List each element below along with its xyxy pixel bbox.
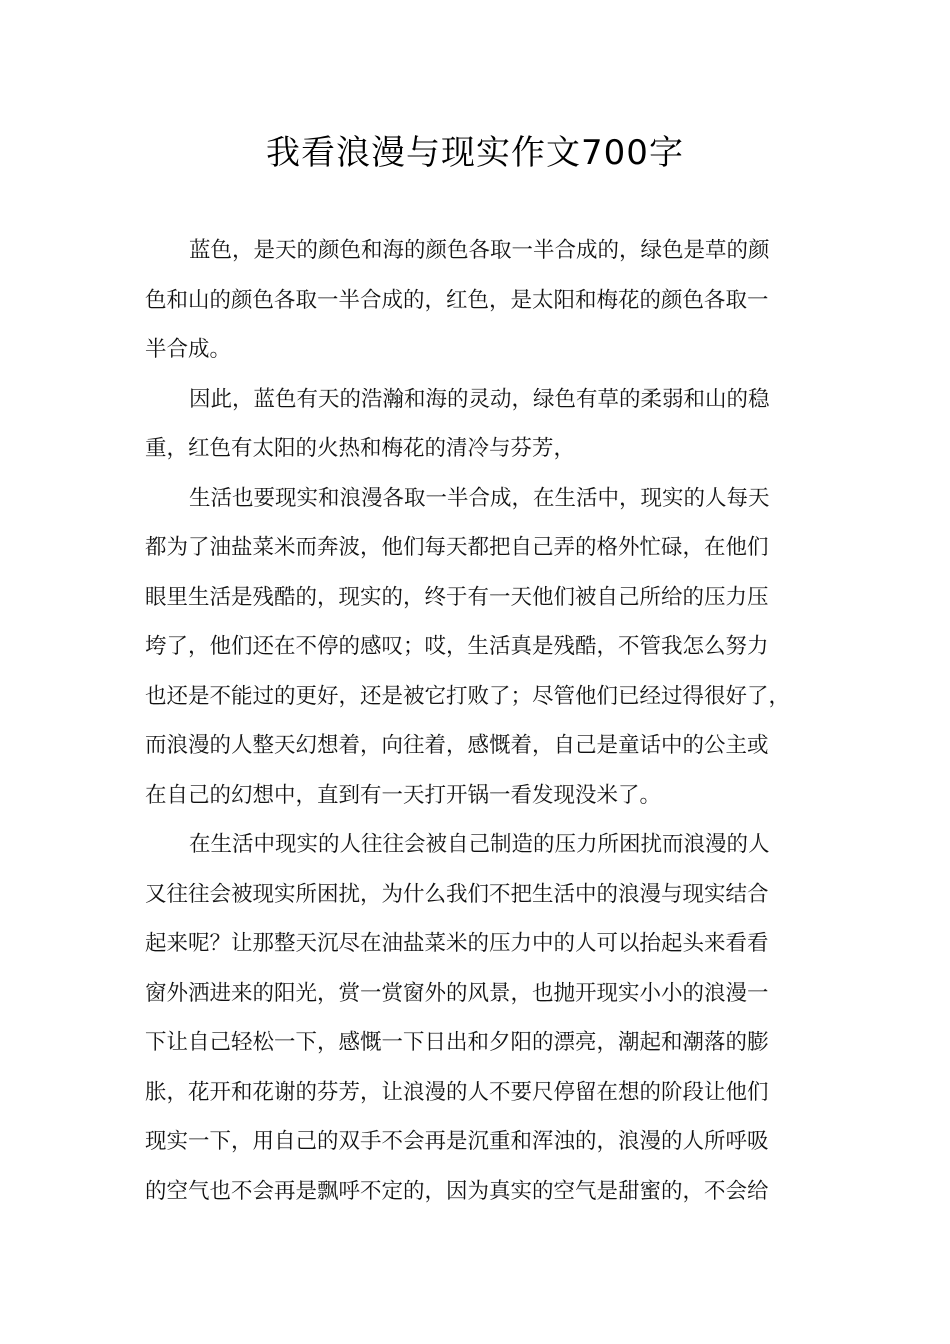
paragraph-line: 起来呢？让那整天沉尽在油盐菜米的压力中的人可以抬起头来看看 (145, 931, 769, 956)
paragraph-line: 重，红色有太阳的火热和梅花的清冷与芬芳， (145, 436, 576, 461)
paragraph-line: 色和山的颜色各取一半合成的，红色，是太阳和梅花的颜色各取一 (145, 287, 769, 313)
paragraph-2 (145, 375, 810, 474)
paragraph-line: 眼里生活是残酷的，现实的，终于有一天他们被自己所给的压力压 (145, 584, 769, 610)
paragraph-line: 又往往会被现实所困扰，为什么我们不把生活中的浪漫与现实结合 (145, 881, 769, 907)
document-title: 我看浪漫与现实作文700字 (266, 133, 684, 173)
paragraph-line: 也还是不能过的更好，还是被它打败了；尽管他们已经过得很好了， (145, 683, 791, 709)
paragraph-line: 的空气也不会再是飘呼不定的，因为真实的空气是甜蜜的，不会给 (145, 1178, 769, 1204)
paragraph-line: 因此，蓝色有天的浩瀚和海的灵动，绿色有草的柔弱和山的稳 (189, 386, 770, 412)
paragraph-line: 胀，花开和花谢的芬芳，让浪漫的人不要尺停留在想的阶段让他们 (145, 1079, 769, 1105)
paragraph-line: 垮了，他们还在不停的感叹；哎，生活真是残酷，不管我怎么努力 (145, 634, 769, 659)
paragraph-line: 蓝色，是天的颜色和海的颜色各取一半合成的，绿色是草的颜 (189, 238, 770, 263)
paragraph-1 (145, 226, 810, 375)
paragraph-4 (145, 820, 810, 1216)
document-body (145, 226, 810, 1216)
paragraph-line: 都为了油盐菜米而奔波，他们每天都把自己弄的格外忙碌，在他们 (145, 535, 769, 560)
paragraph-line: 而浪漫的人整天幻想着，向往着，感慨着，自己是童话中的公主或 (145, 733, 769, 758)
paragraph-line: 在生活中现实的人往往会被自己制造的压力所困扰而浪漫的人 (189, 832, 770, 857)
paragraph-3 (145, 474, 810, 821)
paragraph-line: 在自己的幻想中，直到有一天打开锅一看发现没米了。 (145, 782, 662, 808)
paragraph-line: 生活也要现实和浪漫各取一半合成，在生活中，现实的人每天 (189, 485, 770, 511)
paragraph-line: 半合成。 (145, 337, 232, 362)
paragraph-line: 窗外洒进来的阳光，赏一赏窗外的风景，也抛开现实小小的浪漫一 (145, 980, 769, 1006)
paragraph-line: 现实一下，用自己的双手不会再是沉重和浑浊的，浪漫的人所呼吸 (145, 1129, 769, 1154)
paragraph-line: 下让自己轻松一下，感慨一下日出和夕阳的漂亮，潮起和潮落的膨 (145, 1030, 769, 1055)
